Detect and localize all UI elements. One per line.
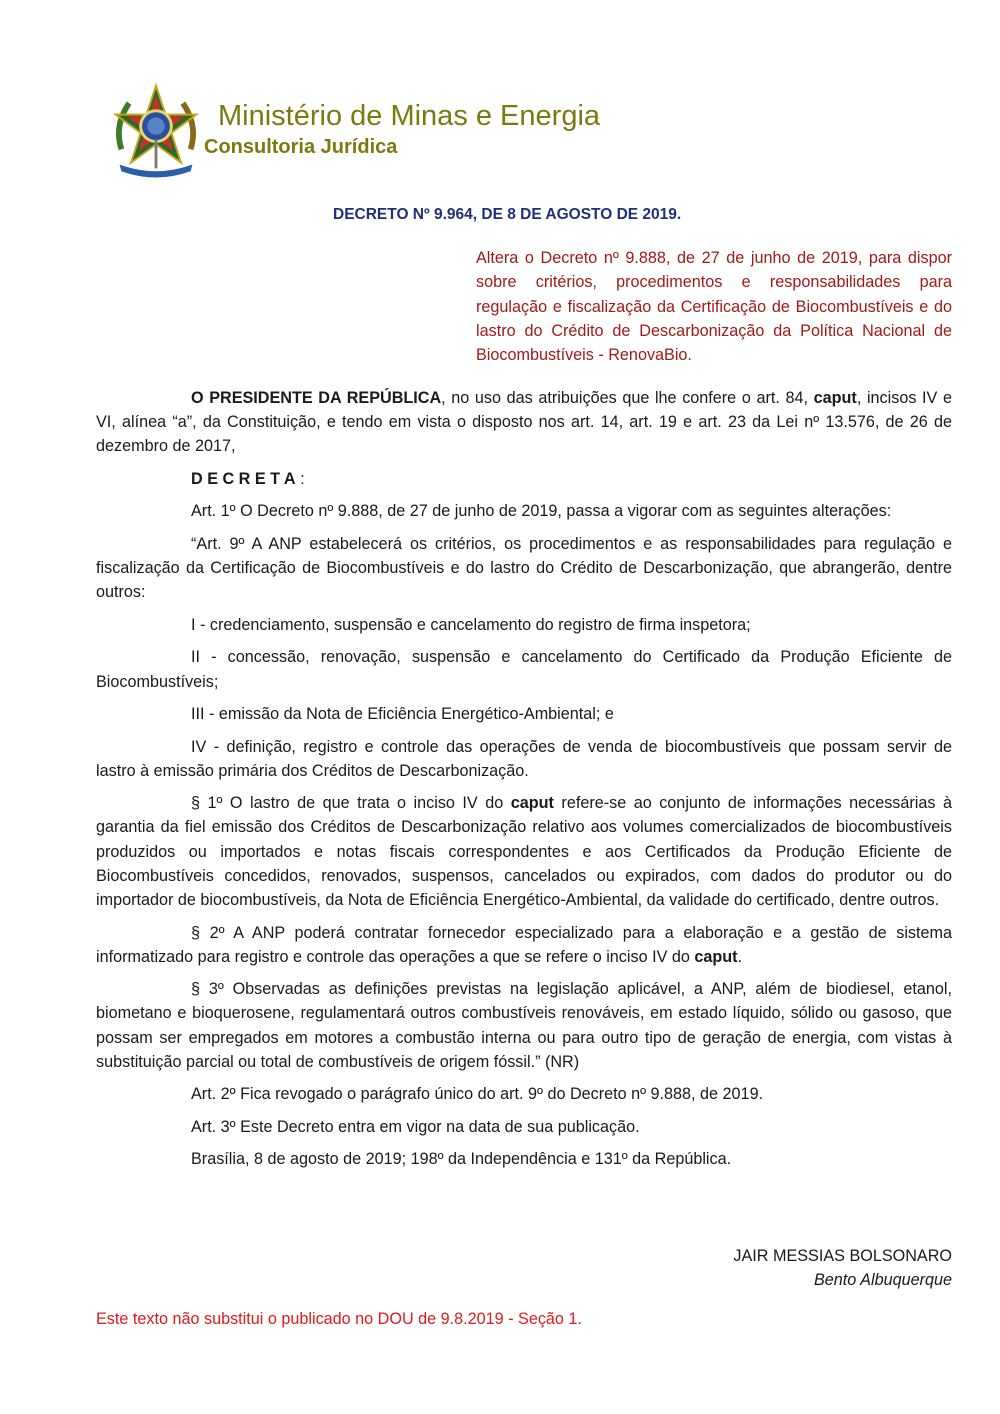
inciso-i: I - credenciamento, suspensão e cancelamento do registro de firma inspetora; bbox=[191, 615, 751, 634]
paragraph-1-text-a: § 1º O lastro de que trata o inciso IV do bbox=[191, 794, 511, 813]
preamble bbox=[96, 386, 952, 459]
disclaimer-note: Este texto não substitui o publicado no DOU de 9.8.2019 - Seção 1. bbox=[96, 1310, 582, 1328]
ministry-name: Ministério de Minas e Energia bbox=[218, 100, 601, 132]
inciso-iii: III - emissão da Nota de Eficiência Energético-Ambiental; e bbox=[191, 705, 614, 724]
article-2: Art. 2º Fica revogado o parágrafo único do art. 9º do Decreto nº 9.888, de 2019. bbox=[191, 1085, 764, 1104]
decree-body bbox=[96, 386, 952, 1180]
paragraph-2-caput: caput bbox=[694, 947, 738, 966]
article-3: Art. 3º Este Decreto entra em vigor na data de sua publicação. bbox=[191, 1117, 640, 1136]
paragraph-1-caput: caput bbox=[510, 794, 554, 813]
letterhead bbox=[108, 80, 708, 190]
article-9: “Art. 9º A ANP estabelecerá os critérios, os procedimentos e as responsabilidades para regulação e fiscalização da Certificação de Biocombustíveis e do lastro do Crédito de Descarbonização, que abrangerão, dentre outros: bbox=[96, 534, 952, 602]
decree-ementa: Altera o Decreto nº 9.888, de 27 de junho de 2019, para dispor sobre critérios, procedimentos e responsabilidades para regulação e fiscalização da Certificação de Biocombustíveis e do lastro do Crédito de Descarbonização da Política Nacional de Biocombustíveis - RenovaBio. bbox=[476, 249, 952, 365]
decreta-line bbox=[96, 467, 952, 491]
paragraph-1 bbox=[96, 791, 952, 912]
preamble-subject: O PRESIDENTE DA REPÚBLICA bbox=[191, 389, 442, 407]
decree-title: DECRETO Nº 9.964, DE 8 DE AGOSTO DE 2019. bbox=[333, 206, 682, 223]
minister-signature: Bento Albuquerque bbox=[813, 1271, 952, 1289]
preamble-text-b: , incisos IV e VI, alínea “a”, da Constituição, e tendo em vista o disposto nos art. 14, art. 19 e art. 23 da Lei nº 13.576, de 26 de dezembro de 2017, bbox=[96, 389, 952, 456]
signatures bbox=[733, 1244, 952, 1292]
paragraph-2 bbox=[96, 921, 952, 969]
decreta-colon: : bbox=[295, 469, 305, 488]
president-signature: JAIR MESSIAS BOLSONARO bbox=[733, 1247, 952, 1265]
paragraph-3: § 3º Observadas as definições previstas na legislação aplicável, a ANP, além de biodiesel, etanol, biometano e bioquerosene, regulamentará outros combustíveis renováveis, em estado líquido, sólido ou gasoso, que possam ser empregados em motores a combustão interna ou para outro tipo de geração de energia, com vistas à substituição parcial ou total de combustíveis de origem fóssil.” (NR) bbox=[96, 980, 952, 1071]
paragraph-2-text-a: § 2º A ANP poderá contratar fornecedor especializado para a elaboração e a gestão de sistema informatizado para registro e controle das operações a que se refere o inciso IV do bbox=[96, 923, 952, 966]
inciso-iv: IV - definição, registro e controle das operações de venda de biocombustíveis que possam servir de lastro à emissão primária dos Créditos de Descarbonização. bbox=[96, 737, 952, 780]
paragraph-2-text-b: . bbox=[737, 947, 743, 966]
decreta-word: D E C R E T A bbox=[191, 469, 296, 488]
place-date: Brasília, 8 de agosto de 2019; 198º da Independência e 131º da República. bbox=[191, 1150, 732, 1169]
article-1: Art. 1º O Decreto nº 9.888, de 27 de junho de 2019, passa a vigorar com as seguintes alterações: bbox=[191, 502, 892, 521]
paragraph-1-text-b: refere-se ao conjunto de informações necessárias à garantia da fiel emissão dos Créditos de Descarbonização relativo aos volumes comercializados de biocombustíveis produzidos ou importados e notas fiscais correspondentes e aos Certificados da Produção Eficiente de Biocombustíveis concedidos, renovados, suspensos, cancelados ou expirados, com dados do produtor ou do importador de biocombustíveis, da Nota de Eficiência Energético-Ambiental, da validade do certificado, dentre outros. bbox=[96, 794, 952, 910]
preamble-caput: caput bbox=[813, 389, 857, 407]
brazil-coat-of-arms-icon bbox=[108, 82, 204, 178]
preamble-text-a: , no uso das atribuições que lhe confere o art. 84, bbox=[441, 389, 814, 407]
inciso-ii: II - concessão, renovação, suspensão e cancelamento do Certificado da Produção Eficiente de Biocombustíveis; bbox=[96, 648, 952, 691]
department-name: Consultoria Jurídica bbox=[204, 136, 398, 158]
